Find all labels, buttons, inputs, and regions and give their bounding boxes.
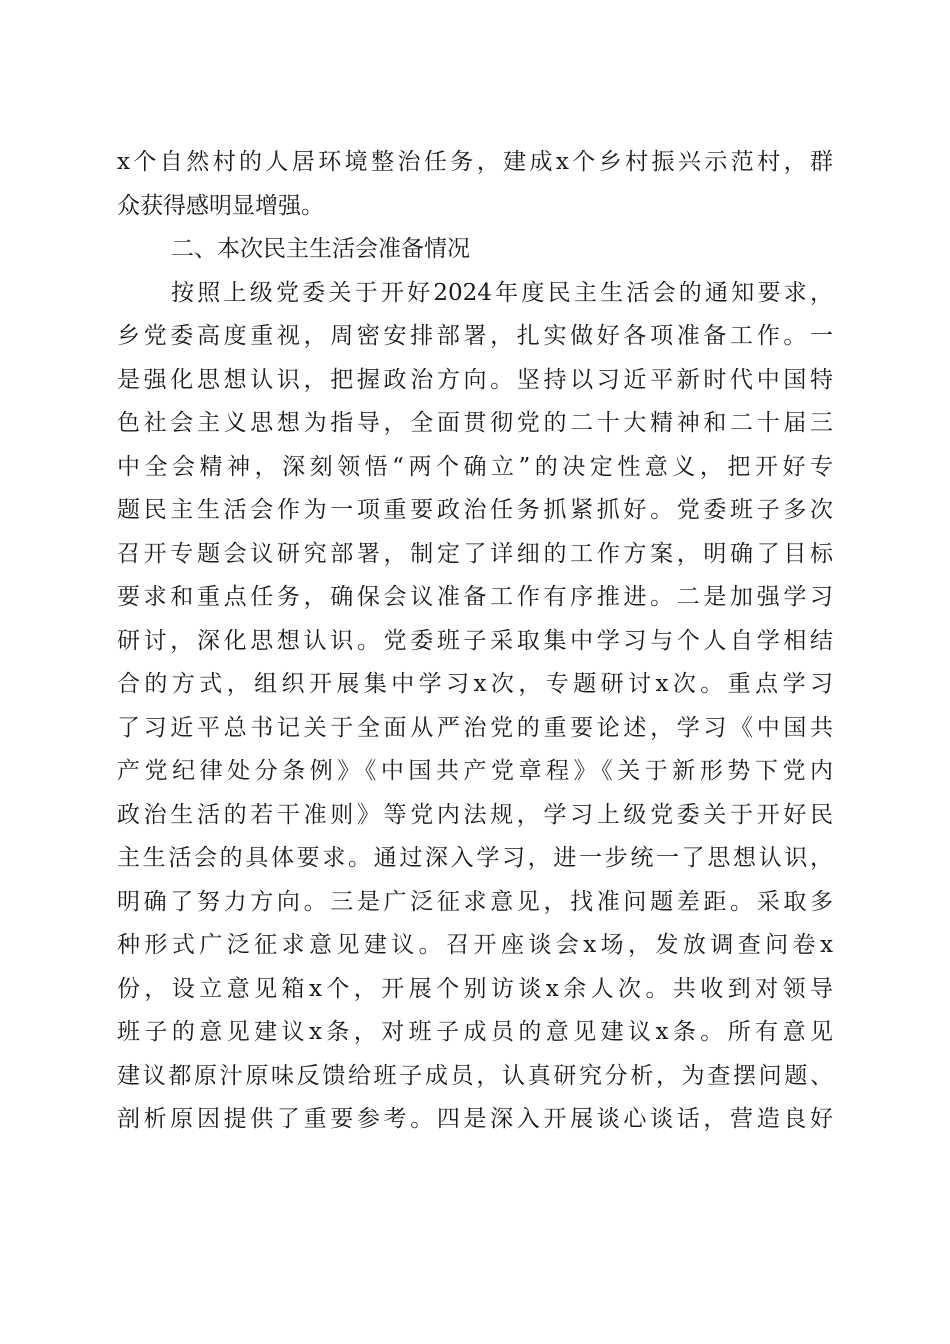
paragraph-line: 研讨，深化思想认识。党委班子采取集中学习与个人自学相结 <box>117 627 833 654</box>
paragraph-line: 是强化思想认识，把握政治方向。坚持以习近平新时代中国特 <box>117 366 833 393</box>
paragraph-1 <box>117 141 833 228</box>
paragraph-2 <box>117 272 833 1142</box>
paragraph-line: 要求和重点任务，确保会议准备工作有序推进。二是加强学习 <box>117 584 833 610</box>
paragraph-line: 政治生活的若干准则》等党内法规，学习上级党委关于开好民 <box>117 801 833 828</box>
paragraph-line: 份，设立意见箱x个，开展个别访谈x余人次。共收到对领导 <box>117 975 833 1002</box>
paragraph-line: 了习近平总书记关于全面从严治党的重要论述，学习《中国共 <box>117 714 833 741</box>
paragraph-line: 合的方式，组织开展集中学习x次，专题研讨x次。重点学习 <box>117 671 833 697</box>
paragraph-line: 种形式广泛征求意见建议。召开座谈会x场，发放调查问卷x <box>117 932 833 958</box>
paragraph-line: 众获得感明显增强。 <box>117 192 324 219</box>
paragraph-line: 乡党委高度重视，周密安排部署，扎实做好各项准备工作。一 <box>117 323 833 349</box>
paragraph-line: 主生活会的具体要求。通过深入学习，进一步统一了思想认识， <box>117 845 833 871</box>
paragraph-line: 班子的意见建议x条，对班子成员的意见建议x条。所有意见 <box>117 1019 833 1045</box>
paragraph-line: 剖析原因提供了重要参考。四是深入开展谈心谈话，营造良好 <box>117 1106 833 1132</box>
paragraph-line: 题民主生活会作为一项重要政治任务抓紧抓好。党委班子多次 <box>117 497 833 523</box>
paragraph-line: x个自然村的人居环境整治任务，建成x个乡村振兴示范村，群 <box>117 149 833 175</box>
section-heading-block <box>117 228 833 272</box>
paragraph-line: 按照上级党委关于开好2024年度民主生活会的通知要求， <box>171 279 833 306</box>
paragraph-line: 明确了努力方向。三是广泛征求意见，找准问题差距。采取多 <box>117 888 833 915</box>
paragraph-line: 产党纪律处分条例》《中国共产党章程》《关于新形势下党内 <box>117 758 833 784</box>
paragraph-line: 召开专题会议研究部署，制定了详细的工作方案，明确了目标 <box>117 540 833 567</box>
paragraph-line: 色社会主义思想为指导，全面贯彻党的二十大精神和二十届三 <box>117 410 833 436</box>
paragraph-line: 中全会精神，深刻领悟“两个确立”的决定性意义，把开好专 <box>117 453 833 480</box>
section-heading: 二、本次民主生活会准备情况 <box>171 236 470 262</box>
paragraph-line: 建议都原汁原味反馈给班子成员，认真研究分析，为查摆问题、 <box>117 1062 833 1089</box>
